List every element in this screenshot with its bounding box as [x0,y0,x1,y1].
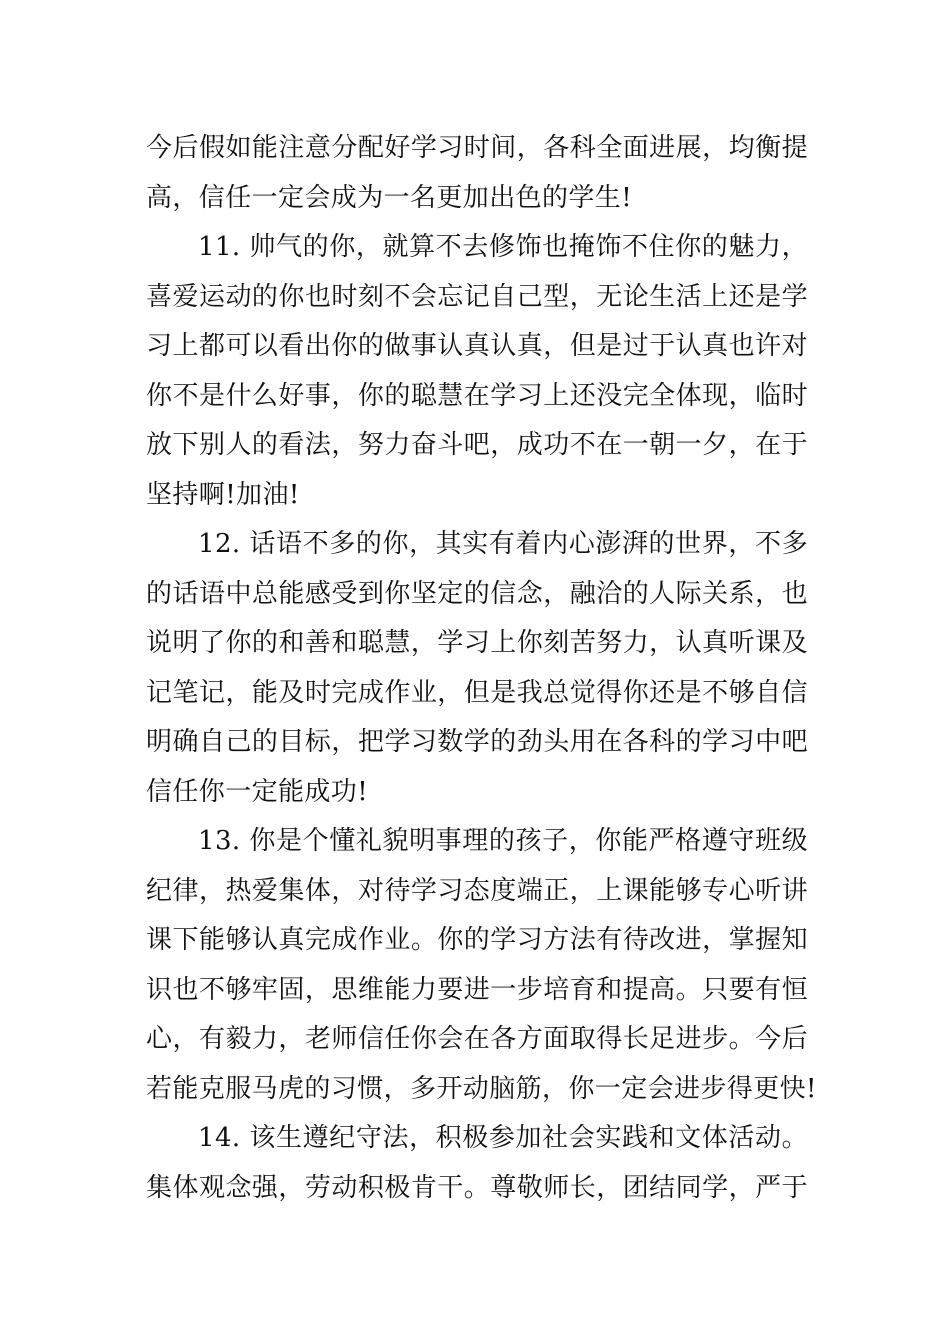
text-line: 今后假如能注意分配好学习时间，各科全面进展，均衡提 [146,133,808,163]
text-line: 信任你一定能成功! [146,776,369,807]
text-line: 坚持啊!加油! [146,479,300,510]
text-line: 习上都可以看出你的做事认真认真，但是过于认真也许对 [146,331,808,361]
paragraph-12 [146,520,808,817]
text-line: 喜爱运动的你也时刻不会忘记自己型，无论生活上还是学 [146,281,808,312]
text-line-first: 14. 该生遵纪守法，积极参加社会实践和文体活动。 [198,1123,808,1153]
text-line-first: 12. 话语不多的你，其实有着内心澎湃的世界，不多 [198,529,808,559]
text-line: 记笔记，能及时完成作业，但是我总觉得你还是不够自信 [146,677,808,708]
text-line: 心，有毅力，老师信任你会在各方面取得长足进步。今后 [146,1024,808,1054]
text-line: 若能克服马虎的习惯，多开动脑筋，你一定会进步得更快! [146,1073,817,1104]
paragraph-14 [146,1114,808,1213]
document-body [146,124,817,1213]
text-line: 你不是什么好事，你的聪慧在学习上还没完全体现，临时 [146,380,808,411]
text-line: 说明了你的和善和聪慧，学习上你刻苦努力，认真听课及 [146,628,808,658]
text-line: 课下能够认真完成作业。你的学习方法有待改进，掌握知 [146,925,808,955]
text-line: 放下别人的看法，努力奋斗吧，成功不在一朝一夕，在于 [146,430,808,460]
text-line-first: 11. 帅气的你，就算不去修饰也掩饰不住你的魅力， [198,232,808,262]
text-line-first: 13. 你是个懂礼貌明事理的孩子，你能严格遵守班级 [198,826,808,856]
text-line: 高，信任一定会成为一名更加出色的学生! [146,182,633,213]
text-line: 集体观念强，劳动积极肯干。尊敬师长，团结同学，严于 [146,1172,808,1203]
text-line: 的话语中总能感受到你坚定的信念，融洽的人际关系，也 [146,578,808,609]
paragraph-13 [146,817,817,1114]
paragraph-10-continuation [146,124,808,223]
text-line: 识也不够牢固，思维能力要进一步培育和提高。只要有恒 [146,974,808,1005]
paragraph-11 [146,223,808,520]
text-line: 纪律，热爱集体，对待学习态度端正，上课能够专心听讲 [146,875,808,906]
text-line: 明确自己的目标，把学习数学的劲头用在各科的学习中吧 [146,727,808,757]
